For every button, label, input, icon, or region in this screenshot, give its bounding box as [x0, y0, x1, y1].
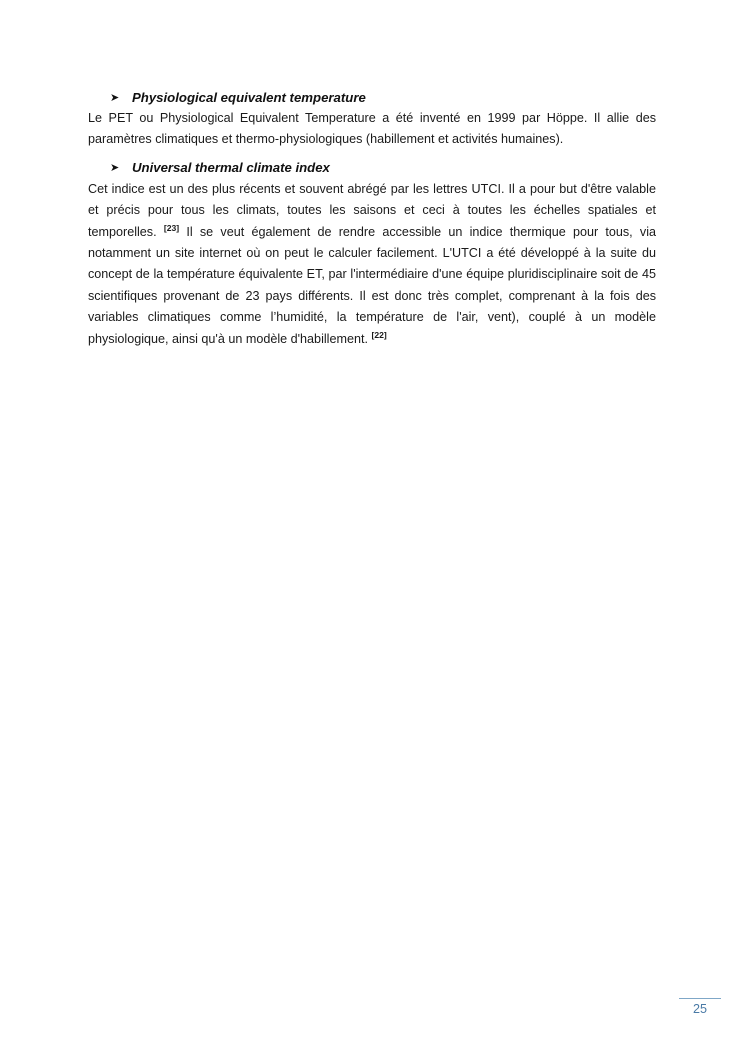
citation-reference: [22] [371, 329, 387, 340]
section-heading-label: Physiological equivalent temperature [132, 89, 366, 105]
paragraph-utci [88, 179, 656, 350]
page-number: 25 [692, 1002, 707, 1016]
section-heading-label: Universal thermal climate index [132, 160, 330, 176]
paragraph-text: Le PET ou Physiological Equivalent Temperature a été inventé en 1999 par Höppe. Il allie des paramètres climatiques et thermo-physiologiques (habillement et activités humaines). [88, 111, 656, 147]
paragraph-text: Il se veut également de rendre accessible un indice thermique pour tous, via notamment un site internet où on peut le calculer facilement. L'UTCI a été développé à la suite du concept de la température équivalente ET, par l'intermédiaire d'une équipe pluridisciplinaire soit de 45 scientifiques provenant de 23 pays différents. Il est donc très complet, comprenant à la fois des variables climatiques comme l’humidité, la température de l'air, vent), couplé à un modèle physiologique, ainsi qu'à un modèle d'habillement. [88, 224, 657, 346]
footer-divider [679, 998, 721, 999]
document-page [88, 86, 656, 350]
arrowhead-bullet-icon: ➤ [110, 162, 120, 175]
citation-reference: [23] [163, 222, 180, 233]
section-heading-pet [110, 86, 656, 108]
paragraph-pet [88, 108, 656, 151]
section-heading-utci [110, 157, 656, 179]
paragraph-text: Cet indice est un des plus récents et souvent abrégé par les lettres UTCI. Il a pour but d'être valable et précis pour tous les climats, toutes les saisons et ceci à toutes les échelles spatiales et temporelles. [88, 181, 656, 239]
arrowhead-bullet-icon: ➤ [110, 91, 120, 104]
